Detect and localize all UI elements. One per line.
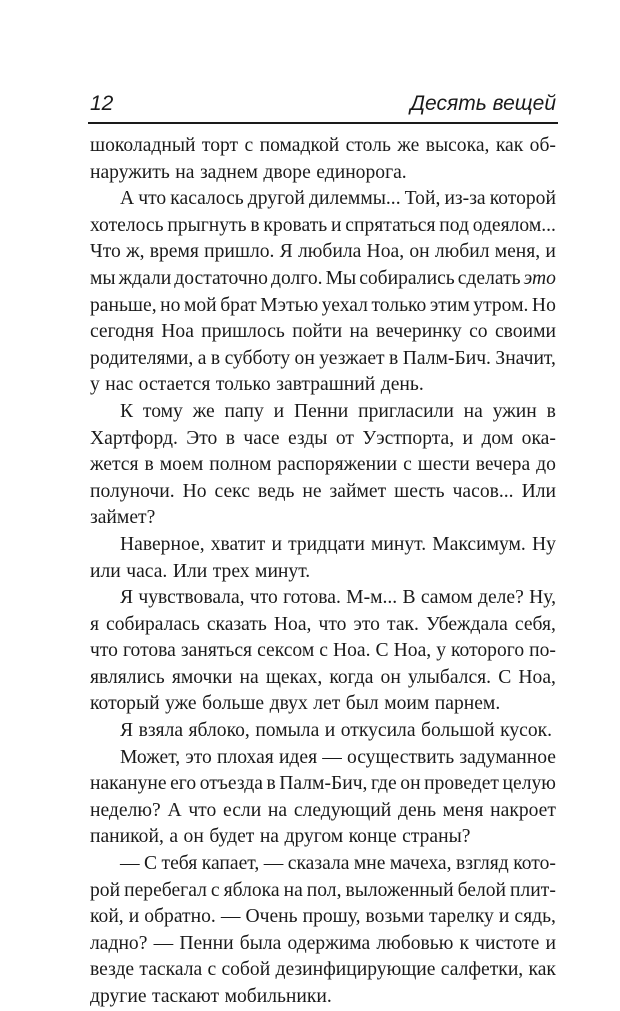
- paragraph: [90, 186, 556, 399]
- text-line: кой, и обратно. — Очень прошу, возьми тарелку и сядь,: [90, 906, 556, 928]
- text-line: Что ж, время пришло. Я любила Ноа, он любил меня, и: [90, 241, 556, 263]
- text-line: шоколадный торт с помадкой столь же высока, как об-: [90, 135, 556, 156]
- text-line: родителями, а в субботу он уезжает в Палм-Бич. Значит,: [90, 347, 556, 369]
- text-line: у нас остается только завтрашний день.: [90, 374, 424, 396]
- text-line: займет?: [90, 507, 156, 529]
- text-line: жется в моем полном распоряжении с шести вечера до: [90, 454, 556, 476]
- text-line: ладно? — Пенни была одержима любовью к чистоте и: [90, 932, 556, 954]
- header-rule: [88, 122, 558, 124]
- page-number: 12: [90, 92, 114, 115]
- paragraph: [90, 133, 556, 186]
- text-line: Я чувствовала, что готова. М-м... В самом деле? Ну,: [120, 587, 556, 609]
- text-line: Наверное, хватит и тридцати минут. Максимум. Ну: [120, 533, 556, 555]
- text-line: Может, это плохая идея — осуществить задуманное: [120, 746, 556, 768]
- body-text: [90, 133, 556, 1011]
- text-line: К тому же папу и Пенни пригласили на ужин в: [120, 400, 556, 422]
- text-line: раньше, но мой брат Мэтью уехал только этим утром. Но: [90, 294, 556, 316]
- text-line: везде таскала с собой дезинфицирующие салфетки, как: [90, 959, 556, 981]
- text-line: Хартфорд. Это в часе езды от Уэстпорта, и дом ока-: [90, 427, 556, 449]
- text-line: рой перебегал с яблока на пол, выложенный белой плит-: [90, 879, 556, 901]
- paragraph: [90, 718, 556, 745]
- text-line: наружить на заднем дворе единорога.: [90, 161, 407, 183]
- paragraph: [90, 532, 556, 585]
- text-line: являлись ямочки на щеках, когда он улыбался. С Ноа,: [90, 666, 556, 688]
- text-line: хотелось прыгнуть в кровать и спрятаться под одеялом...: [90, 214, 556, 236]
- text-line: я собиралась сказать Ноа, что это так. Убеждала себя,: [90, 613, 556, 635]
- text-line: — С тебя капает, — сказала мне мачеха, взгляд кото-: [120, 853, 556, 875]
- text-line: Я взяла яблоко, помыла и откусила большой кусок.: [120, 720, 553, 742]
- book-title: Десять вещей: [410, 92, 556, 115]
- paragraph: [90, 745, 556, 851]
- paragraph: [90, 851, 556, 1011]
- paragraph: [90, 399, 556, 532]
- text-line: другие таскают мобильники.: [90, 986, 332, 1007]
- text-line: сегодня Ноа пришлось пойти на вечеринку со своими: [90, 321, 556, 343]
- text-line: или часа. Или трех минут.: [90, 560, 311, 582]
- text-line: мы ждали достаточно долго. Мы собирались сделать это: [90, 267, 556, 289]
- text-line: паникой, а он будет на другом конце страны?: [90, 826, 471, 848]
- text-line: неделю? А что если на следующий день меня накроет: [90, 799, 556, 821]
- running-head: [90, 91, 556, 117]
- paragraph: [90, 585, 556, 718]
- text-line: что готова заняться сексом с Ноа. С Ноа, у которого по-: [90, 640, 556, 662]
- text-line: полуночи. Но секс ведь не займет шесть часов... Или: [90, 480, 556, 502]
- text-line: накануне его отъезда в Палм-Бич, где он проведет целую: [90, 773, 556, 795]
- text-line: который уже больше двух лет был моим парнем.: [90, 693, 501, 715]
- text-line: А что касалось другой дилеммы... Той, из-за которой: [120, 188, 556, 210]
